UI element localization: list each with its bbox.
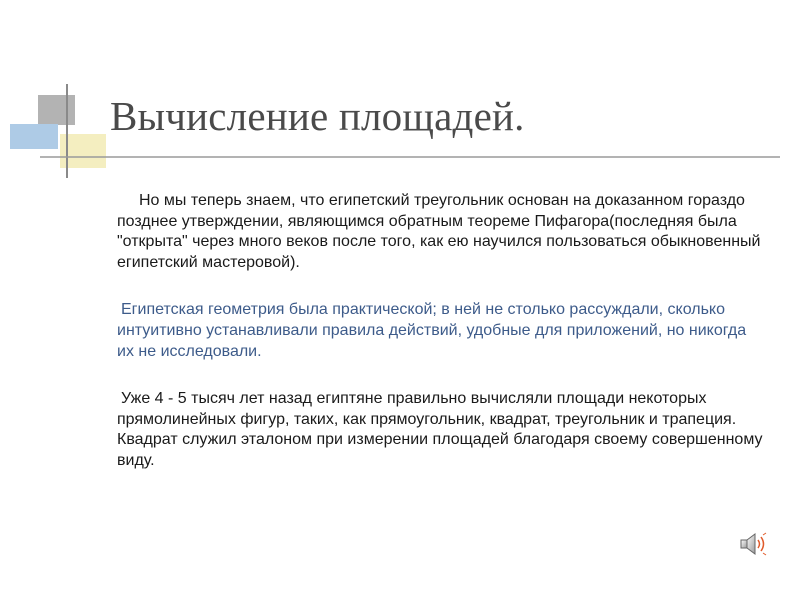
deco-blue-square [10,124,58,149]
slide-title: Вычисление площадей. [110,93,525,139]
paragraph-3: Уже 4 - 5 тысяч лет назад египтяне правильно вычисляли площади некоторых прямолинейных фигур, таких, как прямоугольник, квадрат, треугольник и трапеция. Квадрат служил эталоном при измерении площадей благодаря своему совершенному виду. [117,390,763,469]
speaker-icon[interactable] [738,530,770,558]
paragraph-2: Египетская геометрия была практической; в ней не столько рассуждали, сколько интуитивно устанавливали правила действий, удобные для приложений, но никогда их не исследовали. [117,301,747,360]
deco-gray-square [38,95,75,125]
slide-body [117,191,767,472]
paragraph-1: Но мы теперь знаем, что египетский треугольник основан на доказанном гораздо позднее утверждении, являющимся обратным теореме Пифагора(последняя была "открыта" через много веков после того, как ею научился пользоваться обыкновенный египетский мастеровой). [117,192,761,271]
